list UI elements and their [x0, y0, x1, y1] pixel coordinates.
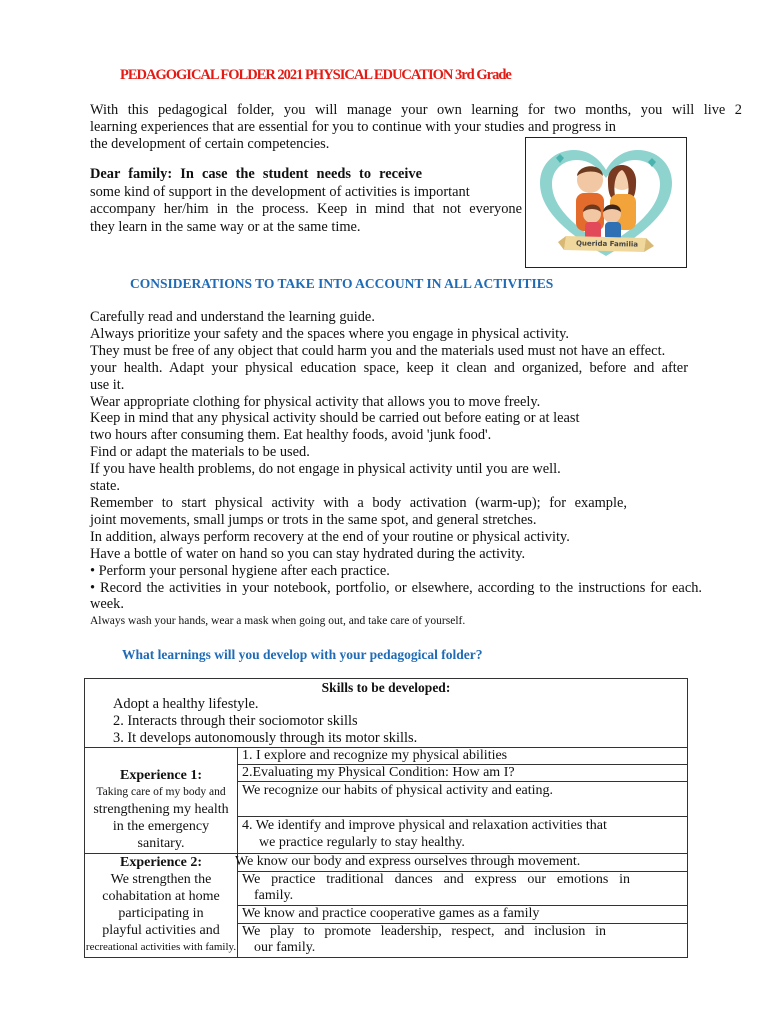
experience-1-line: in the emergency [112, 819, 210, 834]
experience-2-learning: We play to promote leadership, respect, and inclusion in [242, 924, 606, 939]
consideration-line: They must be free of any object that could harm you and the materials used must not have an effect. [90, 342, 666, 359]
banner-label: Querida Familia [575, 239, 639, 249]
family-illustration [525, 137, 687, 268]
consideration-line: use it. [90, 376, 125, 393]
consideration-line: Have a bottle of water on hand so you can stay hydrated during the activity. [90, 545, 526, 562]
consideration-line: If you have health problems, do not engage in physical activity until you are well. [90, 461, 561, 478]
experience-2-line: recreational activities with family. [85, 941, 237, 953]
family-note-line: accompany her/him in the process. Keep in mind that not everyone [90, 201, 522, 217]
experience-1-description [85, 767, 237, 852]
family-note [90, 166, 522, 236]
consideration-line: • Record the activities in your notebook, portfolio, or elsewhere, according to the instructions for each. [90, 579, 702, 596]
skills-heading: Skills to be developed: [321, 680, 451, 695]
skill-item: Adopt a healthy lifestyle. [113, 696, 259, 712]
consideration-line: your health. Adapt your physical education space, keep it clean and organized, before and after [90, 359, 688, 376]
intro-line: With this pedagogical folder, you will manage your own learning for two months, you will live 2 [90, 102, 742, 118]
experience-1-learning: We recognize our habits of physical activity and eating. [242, 783, 554, 798]
consideration-line: Always prioritize your safety and the spaces where you engage in physical activity. [90, 325, 569, 342]
experience-1-line: sanitary. [137, 836, 185, 851]
experience-1-learning: we practice regularly to stay healthy. [259, 835, 465, 850]
consideration-line: two hours after consuming them. Eat healthy foods, avoid 'junk food'. [90, 427, 492, 444]
experience-1-line: Taking care of my body and [96, 786, 226, 798]
experience-1-learning: 2.Evaluating my Physical Condition: How am I? [242, 765, 515, 780]
consideration-line: joint movements, small jumps or trots in the same spot, and general stretches. [90, 511, 537, 528]
consideration-line: Wear appropriate clothing for physical activity that allows you to move freely. [90, 393, 541, 410]
experience-2-line: We strengthen the [110, 872, 212, 887]
consideration-line: week. [90, 596, 124, 613]
experience-2-learning: We know our body and express ourselves through movement. [235, 854, 581, 869]
consideration-line: • Perform your personal hygiene after each practice. [90, 562, 390, 579]
consideration-line: state. [90, 478, 120, 495]
consideration-line: Carefully read and understand the learning guide. [90, 309, 375, 325]
consideration-line: In addition, always perform recovery at the end of your routine or physical activity. [90, 528, 570, 545]
learnings-heading: What learnings will you develop with your pedagogical folder? [122, 647, 483, 662]
experience-2-description [85, 854, 237, 956]
experience-2-heading: Experience 2: [119, 855, 203, 870]
consideration-line: Always wash your hands, wear a mask when going out, and take care of yourself. [90, 615, 466, 628]
experience-2-line: cohabitation at home [102, 889, 220, 904]
experience-2-learning: our family. [254, 940, 316, 955]
skill-item: 2. Interacts through their sociomotor skills [113, 713, 358, 729]
family-note-line: they learn in the same way or at the same time. [90, 218, 361, 235]
experience-2-learning: family. [254, 888, 294, 903]
experience-1-learning: 4. We identify and improve physical and relaxation activities that [242, 818, 607, 833]
family-note-heading: Dear family: In case the student needs to receive [90, 166, 422, 182]
experience-2-learning: We know and practice cooperative games as a family [242, 906, 540, 921]
experience-1-heading: Experience 1: [119, 768, 203, 783]
document-title: PEDAGOGICAL FOLDER 2021 PHYSICAL EDUCATION 3rd Grade [120, 67, 511, 83]
family-note-line: some kind of support in the development of activities is important [90, 183, 470, 200]
table-divider [237, 816, 687, 817]
experience-1-line: strengthening my health [93, 802, 229, 817]
experience-2-line: participating in [118, 906, 204, 921]
skill-item: 3. It develops autonomously through its motor skills. [113, 730, 418, 746]
considerations-heading: CONSIDERATIONS TO TAKE INTO ACCOUNT IN ALL ACTIVITIES [130, 276, 554, 291]
skills-table [84, 678, 688, 958]
experience-2-line: playful activities and [102, 923, 220, 938]
experience-2-learning: We practice traditional dances and express our emotions in [242, 872, 630, 887]
consideration-line: Find or adapt the materials to be used. [90, 444, 310, 461]
considerations-list [90, 309, 706, 630]
consideration-line: Remember to start physical activity with a body activation (warm-up); for example, [90, 494, 627, 511]
consideration-line: Keep in mind that any physical activity should be carried out before eating or at least [90, 410, 580, 427]
experience-1-learning: 1. I explore and recognize my physical abilities [242, 748, 508, 763]
intro-line: the development of certain competencies. [90, 136, 330, 152]
intro-line: learning experiences that are essential for you to continue with your studies and progress in [90, 119, 616, 135]
